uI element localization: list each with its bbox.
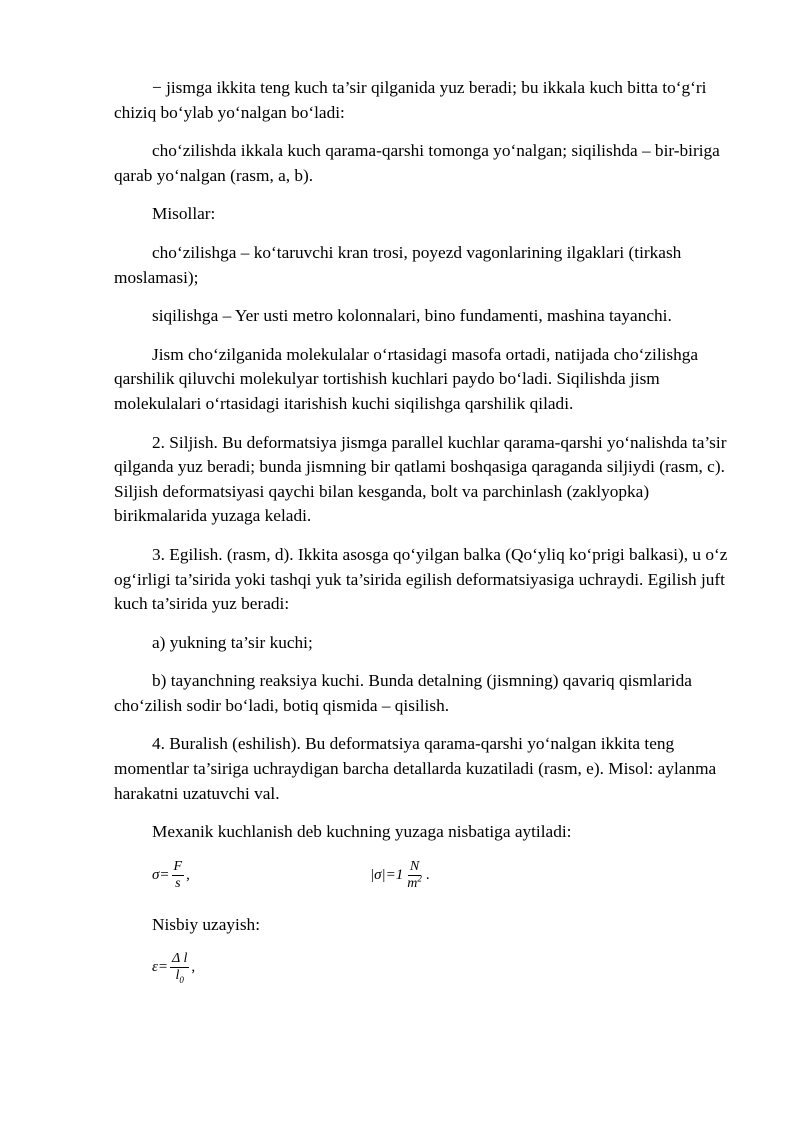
paragraph: siqilishga – Yer usti metro kolonnalari, bino fundamenti, mashina tayanchi. [152, 306, 672, 326]
strain-formula-tail: , [191, 959, 196, 976]
stress-unit-lhs: |σ|=1 [370, 867, 404, 884]
strain-numerator: Δ l [172, 951, 188, 967]
stress-unit-fraction [405, 859, 424, 892]
strain-denominator [174, 968, 186, 984]
stress-formula-lhs: σ= [152, 867, 170, 884]
stress-fraction [172, 859, 185, 892]
stress-formula-tail: , [186, 867, 190, 884]
relative-elongation-label: Nisbiy uzayish: [152, 914, 260, 934]
paragraph: cho‘zilishga – ko‘taruvchi kran trosi, poyezd vagonlarining ilgaklari (tirkash moslamasi); [114, 242, 682, 287]
paragraph: cho‘zilishda ikkala kuch qarama-qarshi tomonga yo‘nalgan; siqilishda – bir-biriga qarab yo‘nalgan (rasm, a, b). [114, 141, 720, 185]
paragraph: 2. Siljish. Bu deformatsiya jismga parallel kuchlar qarama-qarshi yo‘nalishda ta’sir qilganda yuz beradi; bunda jismning bir qatlami boshqasiga qaraganda siljiydi (rasm, c). Siljish deformatsiyasi qaychi bilan kesganda, bolt va parchinlash (zaklyopka) birikmalarida yuzaga keladi. [114, 432, 727, 526]
stress-numerator: F [173, 858, 183, 874]
stress-unit-formula [370, 859, 430, 892]
stress-unit-tail: . [425, 867, 430, 884]
paragraph: Mexanik kuchlanish deb kuchning yuzaga nisbatiga aytiladi: [152, 822, 572, 842]
stress-unit-exponent: 2 [417, 873, 422, 884]
paragraph: Misollar: [152, 204, 216, 224]
paragraph: a) yukning ta’sir kuchi; [152, 632, 313, 652]
strain-formula-lhs: ε= [152, 959, 169, 976]
paragraph: 3. Egilish. (rasm, d). Ikkita asosga qo‘yilgan balka (Qo‘yliq ko‘prigi balkasi), u o‘z og‘irligi ta’sirida yoki tashqi yuk ta’sirida egilish deformatsiyasiga uchraydi. Egilish juft kuch ta’sirida yuz beradi: [114, 544, 728, 614]
paragraph: b) tayanchning reaksiya kuchi. Bunda detalning (jismning) qavariq qismlarida cho‘zilish sodir bo‘ladi, botiq qismida – qisilish. [114, 671, 692, 715]
stress-formula [114, 859, 746, 899]
strain-denominator-subscript: 0 [179, 975, 184, 986]
strain-formula [114, 951, 746, 991]
stress-unit-denominator-base: m [407, 875, 418, 891]
paragraph: 4. Buralish (eshilish). Bu deformatsiya qarama-qarshi yo‘nalgan ikkita teng momentlar ta’siriga uchraydigan barcha detallarda kuzatiladi (rasm, e). Misol: aylanma harakatni uzatuvchi val. [114, 734, 717, 803]
strain-denominator-base: l [175, 968, 180, 984]
stress-denominator: s [175, 875, 181, 891]
strain-fraction [170, 951, 189, 984]
paragraph: − jismga ikkita teng kuch ta’sir qilganida yuz beradi; bu ikkala kuch bitta to‘g‘ri chiziq bo‘ylab yo‘nalgan bo‘ladi: [114, 78, 707, 122]
paragraph: Jism cho‘zilganida molekulalar o‘rtasidagi masofa ortadi, natijada cho‘zilishga qarshilik qiluvchi molekulyar tortishish kuchlari paydo bo‘ladi. Siqilishda jism molekulalari o‘rtasidagi itarishish kuchi siqilishga qarshilik qiladi. [114, 344, 699, 413]
stress-unit-numerator: N [409, 858, 420, 874]
stress-unit-denominator [405, 873, 424, 892]
document-body [114, 76, 746, 1005]
